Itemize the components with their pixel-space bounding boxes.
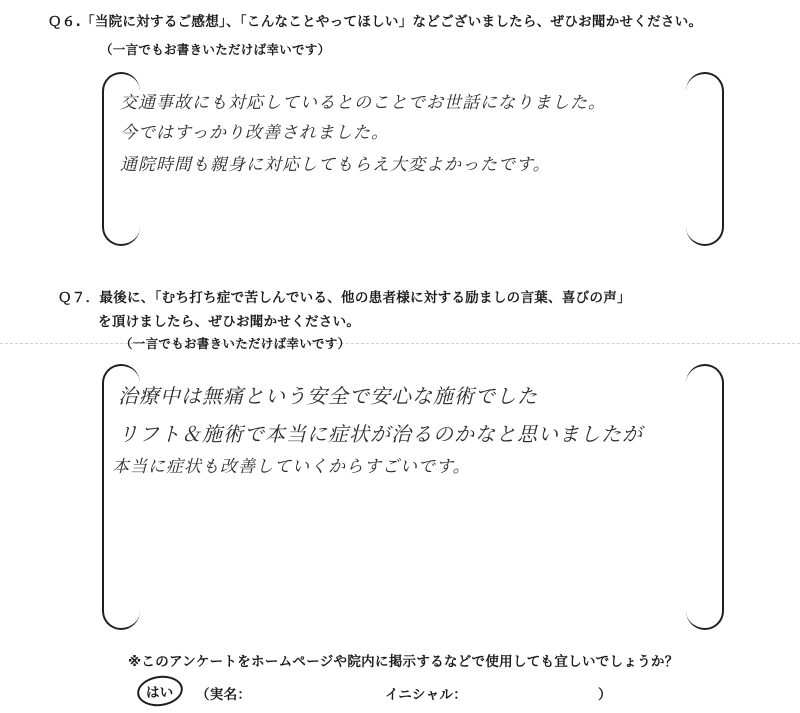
q7-answer-line: 本当に症状も改善していくからすごいです。 xyxy=(112,457,471,477)
consent-question: ※このアンケートをホームページや院内に掲示するなどで使用しても宜しいでしょうか？ xyxy=(128,654,679,670)
q6-answer-line: 今ではすっかり改善されました。 xyxy=(120,123,389,143)
q6-note: （一言でもお書きいただけば幸いです） xyxy=(100,42,331,57)
q7-question-line2: を頂けましたら、ぜひお聞かせください。 xyxy=(98,314,361,330)
consent-yes-option[interactable]: はい xyxy=(146,685,174,701)
q6-answer-line: 通院時間も親身に対応してもらえ大変よかったです。 xyxy=(120,155,551,175)
realname-label: （実名： xyxy=(196,687,252,703)
q7-answer-bracket-right xyxy=(686,364,724,630)
q7-answer-line: 治療中は無痛という安全で安心な施術でした xyxy=(118,384,538,408)
close-paren: ） xyxy=(598,687,612,703)
initial-label: イニシャル： xyxy=(385,687,467,703)
q7-answer-line: リフト＆施術で本当に症状が治るのかなと思いましたが xyxy=(118,422,643,446)
q7-question-line1: Ｑ７．最後に、「むち打ち症で苦しんでいる、他の患者様に対する励ましの言葉、喜びの声」 xyxy=(58,290,631,306)
q6-answer-bracket-right xyxy=(686,72,724,246)
q7-note: （一言でもお書きいただけば幸いです） xyxy=(120,336,351,351)
q6-question: Ｑ６.「当院に対するご感想」、「こんなことやってほしい」などございましたら、ぜひお聞かせください。 xyxy=(48,14,703,30)
q6-answer-line: 交通事故にも対応しているとのことでお世話になりました。 xyxy=(120,93,606,113)
